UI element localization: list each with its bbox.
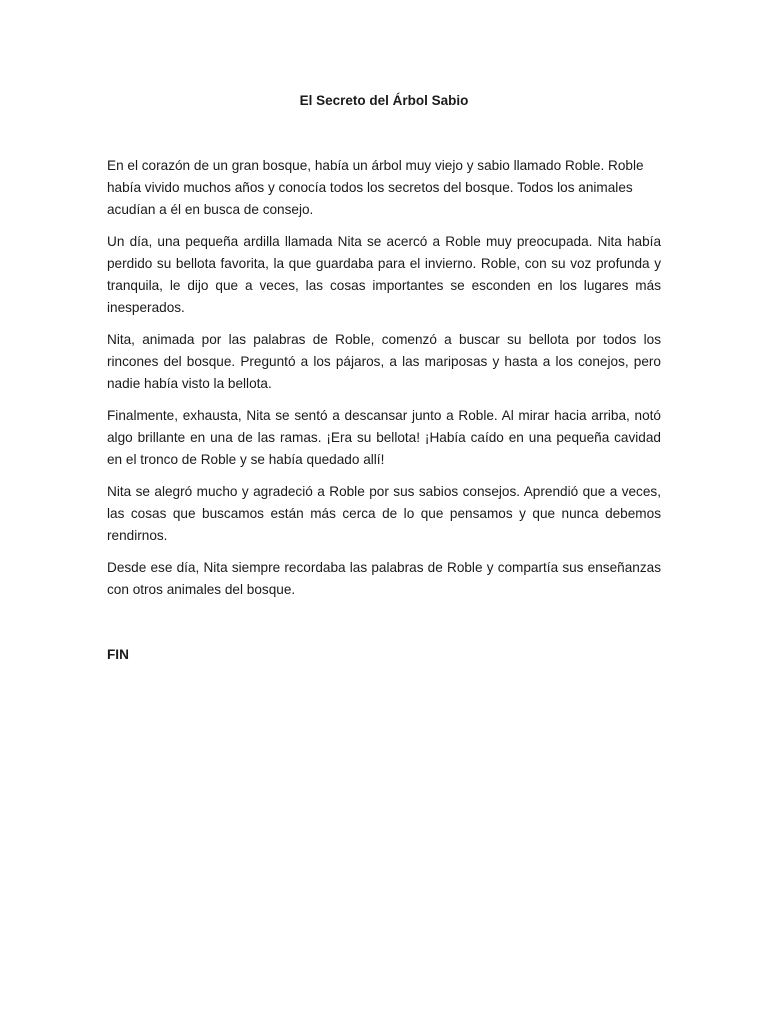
story-title: El Secreto del Árbol Sabio xyxy=(299,93,469,108)
story-paragraph-6: Desde ese día, Nita siempre recordaba las palabras de Roble y compartía sus enseñanzas con otros animales del bosque. xyxy=(107,560,661,597)
story-paragraph-4: Finalmente, exhausta, Nita se sentó a descansar junto a Roble. Al mirar hacia arriba, notó algo brillante en una de las ramas. ¡Era su bellota! ¡Había caído en una pequeña cavidad en el tronco de Roble y se había quedado allí! xyxy=(107,408,661,467)
story-end-label: FIN xyxy=(107,647,129,662)
story-paragraph-1: En el corazón de un gran bosque, había un árbol muy viejo y sabio llamado Roble. Roble había vivido muchos años y conocía todos los secretos del bosque. Todos los animales acudían a él en busca de consejo. xyxy=(107,158,644,217)
story-paragraph-3: Nita, animada por las palabras de Roble, comenzó a buscar su bellota por todos los rincones del bosque. Preguntó a los pájaros, a las mariposas y hasta a los conejos, pero nadie había visto la bellota. xyxy=(107,332,661,391)
story-paragraph-2: Un día, una pequeña ardilla llamada Nita se acercó a Roble muy preocupada. Nita había perdido su bellota favorita, la que guardaba para el invierno. Roble, con su voz profunda y tranquila, le dijo que a veces, las cosas importantes se esconden en los lugares más inesperados. xyxy=(107,234,661,315)
document-page xyxy=(107,90,661,666)
story-paragraph-5: Nita se alegró mucho y agradeció a Roble por sus sabios consejos. Aprendió que a veces, las cosas que buscamos están más cerca de lo que pensamos y que nunca debemos rendirnos. xyxy=(107,484,661,543)
